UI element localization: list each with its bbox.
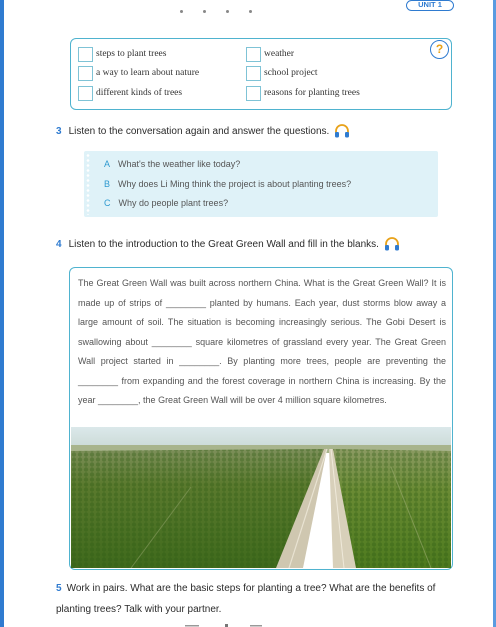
question-mark-icon[interactable]: ?	[430, 40, 449, 59]
passage-text: The Great Green Wall was built across northern China. What is the Great Green Wall? It is made up of strips of ________ planted by humans. Each year, dust storms blow away a large amount of soil. The situation is becoming increasingly serious. The Gobi Desert is swallowing about ________ square kilometres of grassland every year. The Great Green Wall project started in ________. By planting more trees, people are preventing the ________ from expanding and the forest coverage in northern China is increasing. By the year ________, the Great Green Wall will be over 4 million square kilometres.	[78, 278, 446, 405]
checkbox[interactable]	[246, 66, 261, 81]
options-box	[70, 38, 452, 110]
great-green-wall-photo	[71, 427, 451, 568]
section-instruction: Listen to the conversation again and answer the questions.	[68, 125, 330, 137]
question-item	[104, 198, 228, 208]
checkbox[interactable]	[246, 47, 261, 62]
option-label: school project	[264, 68, 318, 78]
option-item[interactable]	[78, 84, 182, 102]
questions-box-dots	[86, 153, 90, 215]
section-instruction: Work in pairs. What are the basic steps for planting a tree? What are the benefits of planting trees? Talk with your partner.	[56, 583, 436, 615]
question-letter: C	[104, 198, 111, 208]
option-label: steps to plant trees	[96, 49, 167, 59]
headphones-icon[interactable]	[334, 124, 350, 138]
option-label: a way to learn about nature	[96, 68, 200, 78]
option-label: weather	[264, 49, 295, 59]
checkbox[interactable]	[78, 47, 93, 62]
question-item	[104, 159, 240, 169]
question-text: Why does Li Ming think the project is about planting trees?	[118, 179, 352, 189]
option-item[interactable]	[78, 45, 166, 63]
option-item[interactable]	[246, 84, 360, 102]
question-letter: A	[104, 159, 111, 169]
section-number: 3	[56, 125, 62, 137]
section-3-heading	[56, 124, 350, 138]
question-item	[104, 179, 351, 189]
bottom-cut-illustration	[185, 623, 295, 627]
option-label: reasons for planting trees	[264, 88, 360, 98]
question-letter: B	[104, 179, 111, 189]
unit-badge: UNIT 1	[406, 0, 454, 11]
checkbox[interactable]	[246, 86, 261, 101]
question-text: Why do people plant trees?	[118, 198, 229, 208]
section-number: 4	[56, 238, 62, 250]
option-item[interactable]	[246, 45, 294, 63]
option-label: different kinds of trees	[96, 88, 183, 98]
top-cut-text-fragment	[180, 0, 300, 3]
checkbox[interactable]	[78, 66, 93, 81]
option-item[interactable]	[246, 64, 318, 82]
section-4-heading	[56, 237, 400, 251]
checkbox[interactable]	[78, 86, 93, 101]
option-item[interactable]	[78, 64, 199, 82]
section-instruction: Listen to the introduction to the Great Green Wall and fill in the blanks.	[68, 238, 379, 250]
headphones-icon[interactable]	[384, 237, 400, 251]
page-edge-left	[0, 0, 4, 627]
section-5	[56, 578, 454, 620]
question-text: What's the weather like today?	[118, 159, 241, 169]
section-number: 5	[56, 583, 62, 594]
